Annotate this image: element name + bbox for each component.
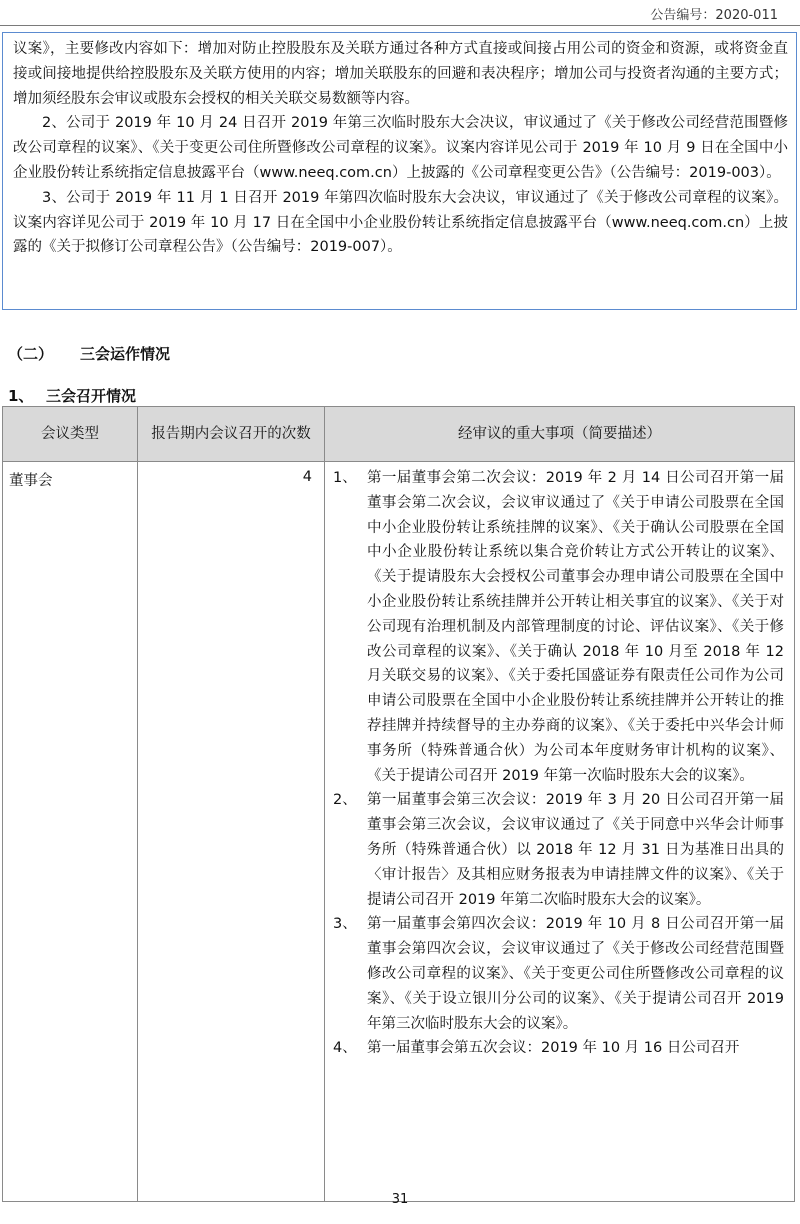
section-number: （二） <box>8 345 54 363</box>
header-major-matters: 经审议的重大事项（简要描述） <box>325 407 795 462</box>
intro-paragraph-0: 议案》，主要修改内容如下：增加对防止控股股东及关联方通过各种方式直接或间接占用公司的资金和资源，或将资金直接或间接地提供给控股股东及关联方使用的内容；增加关联股东的回避和表决程序；增加公司与投资者沟通的主要方式；增加须经股东会审议或股东会授权的相关关联交易数额等内容。 <box>13 41 788 107</box>
meetings-table <box>2 406 795 1202</box>
header-meeting-count: 报告期内会议召开的次数 <box>138 407 325 462</box>
item-number: 2、 <box>333 792 357 809</box>
section-heading-meetings <box>8 343 170 364</box>
page-header <box>0 0 800 26</box>
major-matters-cell <box>325 462 795 1202</box>
continued-text-box <box>2 32 797 310</box>
meeting-count-cell: 4 <box>138 462 325 1202</box>
item-text: 第一届董事会第二次会议：2019 年 2 月 14 日公司召开第一届董事会第二次会议，会议审议通过了《关于申请公司股票在全国中小企业股份转让系统挂牌的议案》、《关于确认公司股票在全国中小企业股份转让系统以集合竞价转让方式公开转让的议案》、《关于提请股东大会授权公司董事会办理申请公司股票在全国中小企业股份转让系统挂牌并公开转让相关事宜的议案》、《关于对公司现有治理机制及内部管理制度的讨论、评估议案》、《关于修改公司章程的议案》、《关于确认 2018 年 10 月至 2018 年 12 月关联交易的议案》、《关于委托国盛证券有限责任公司作为公司申请公司股票在全国中小企业股份转让系统挂牌并公开转让的推荐挂牌并持续督导的主办券商的议案》、《关于委托中兴华会计师事务所（特殊普通合伙）为公司本年度财务审计机构的议案》、《关于提请公司召开 2019 年第一次临时股东大会的议案》。 <box>367 470 784 784</box>
list-item <box>333 912 784 1036</box>
list-item <box>333 788 784 912</box>
section-title: 三会运作情况 <box>80 345 171 363</box>
table-row <box>3 462 795 1202</box>
item-number: 3、 <box>333 916 357 933</box>
list-item <box>333 1036 784 1061</box>
header-meeting-type: 会议类型 <box>3 407 138 462</box>
intro-paragraph-2: 3、公司于 2019 年 11 月 1 日召开 2019 年第四次临时股东大会决议，审议通过了《关于修改公司章程的议案》。议案内容详见公司于 2019 年 10 月 17 日在全国中小企业股份转让系统指定信息披露平台（www.neeq.com.cn）上披露的《关于拟修订公司章程公告》（公告编号：2019-007）。 <box>13 189 788 256</box>
subsection-heading-meetings-held <box>8 385 136 406</box>
intro-paragraph-1: 2、公司于 2019 年 10 月 24 日召开 2019 年第三次临时股东大会决议，审议通过了《关于修改公司经营范围暨修改公司章程的议案》、《关于变更公司住所暨修改公司章程的议案》。议案内容详见公司于 2019 年 10 月 9 日在全国中小企业股份转让系统指定信息披露平台（www.neeq.com.cn）上披露的《公司章程变更公告》（公告编号：2019-003）。 <box>13 115 788 181</box>
meeting-type-cell: 董事会 <box>3 462 138 1202</box>
item-number: 1、 <box>333 470 357 486</box>
item-number: 4、 <box>333 1040 357 1057</box>
announcement-code: 公告编号：2020-011 <box>650 8 778 23</box>
item-text: 第一届董事会第四次会议：2019 年 10 月 8 日公司召开第一届董事会第四次会议，会议审议通过了《关于修改公司经营范围暨修改公司章程的议案》、《关于变更公司住所暨修改公司章程的议案》、《关于设立银川分公司的议案》、《关于提请公司召开 2019 年第三次临时股东大会的议案》。 <box>367 916 784 1032</box>
header-divider <box>0 25 800 26</box>
item-text: 第一届董事会第三次会议：2019 年 3 月 20 日公司召开第一届董事会第三次会议，会议审议通过了《关于同意中兴华会计师事务所（特殊普通合伙）以 2018 年 12 月 31 日为基准日出具的〈审计报告〉及其相应财务报表为申请挂牌文件的议案》、《关于提请公司召开 2019 年第二次临时股东大会的议案》。 <box>367 792 784 908</box>
list-item <box>333 466 784 788</box>
page-number: 31 <box>391 1192 409 1207</box>
item-text: 第一届董事会第五次会议：2019 年 10 月 16 日公司召开 <box>367 1040 740 1057</box>
subsection-title: 三会召开情况 <box>46 387 137 405</box>
subsection-number: 1、 <box>8 387 34 405</box>
table-header-row <box>3 407 795 462</box>
